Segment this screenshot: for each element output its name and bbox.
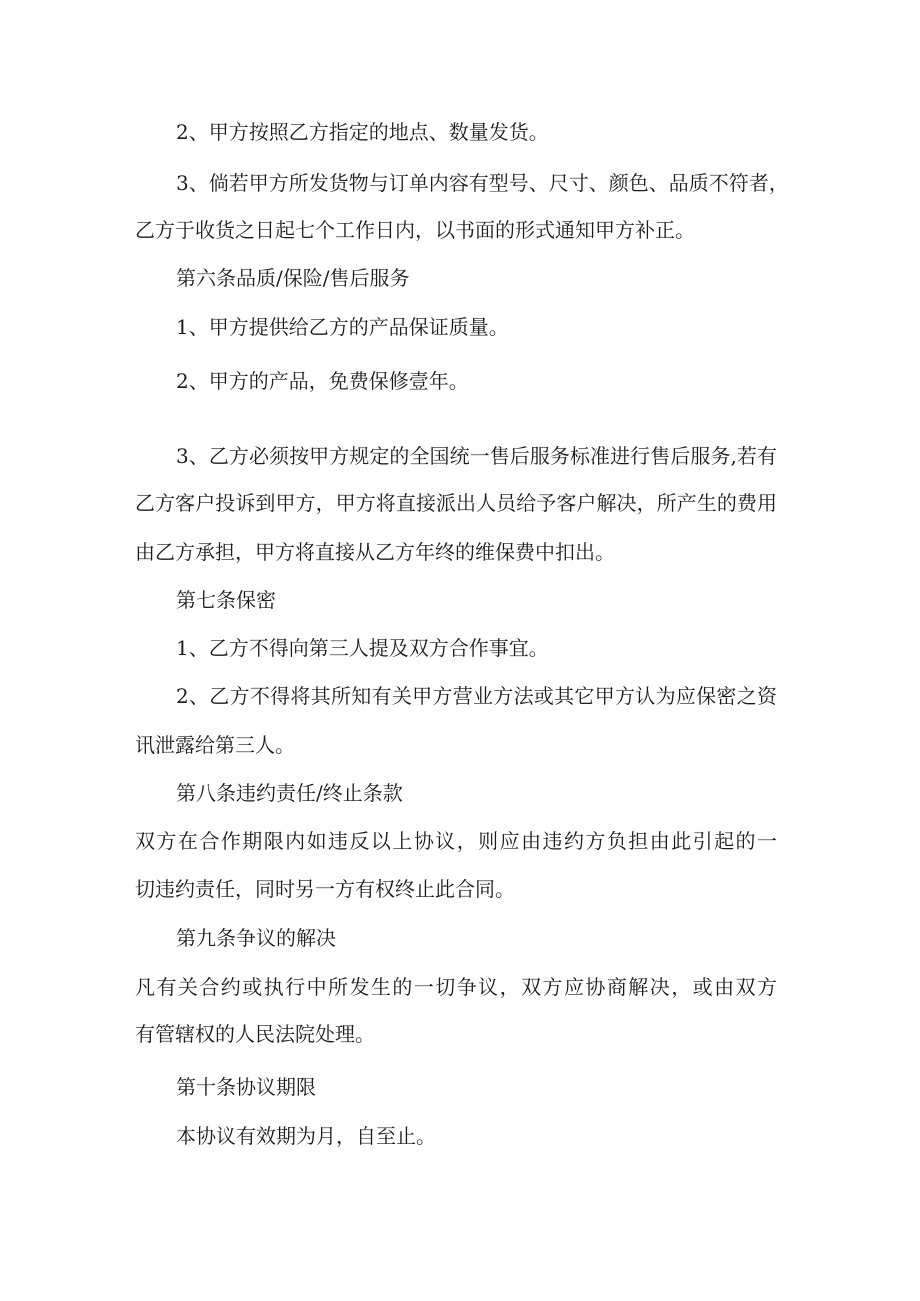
- clause-7-heading: 第七条保密: [176, 588, 276, 612]
- clause-6-item-1: 1、甲方提供给乙方的产品保证质量。: [176, 315, 509, 339]
- clause-8-heading: 第八条违约责任/终止条款: [176, 781, 403, 805]
- clause-6-item-3-line-1: 3、乙方必须按甲方规定的全国统一售后服务标准进行售后服务,若有: [176, 444, 777, 468]
- clause-5-item-3-line-1: 3、倘若甲方所发货物与订单内容有型号、尺寸、颜色、品质不符者，: [176, 171, 789, 195]
- clause-9-body-line-2: 有管辖权的人民法院处理。: [135, 1022, 375, 1046]
- clause-10-body: 本协议有效期为月，自至止。: [176, 1124, 436, 1148]
- clause-5-item-2: 2、甲方按照乙方指定的地点、数量发货。: [176, 120, 549, 144]
- clause-8-body-line-2: 切违约责任，同时另一方有权终止此合同。: [135, 877, 515, 901]
- clause-7-item-2-line-1: 2、乙方不得将其所知有关甲方营业方法或其它甲方认为应保密之资: [176, 684, 777, 708]
- clause-9-body-line-1: 凡有关合约或执行中所发生的一切争议，双方应协商解决，或由双方: [135, 975, 777, 999]
- clause-5-item-3-line-2: 乙方于收货之日起七个工作日内，以书面的形式通知甲方补正。: [135, 218, 695, 242]
- clause-6-item-3-line-2: 乙方客户投诉到甲方，甲方将直接派出人员给予客户解决，所产生的费用: [135, 491, 777, 515]
- clause-9-heading: 第九条争议的解决: [176, 926, 336, 950]
- clause-7-item-2-line-2: 讯泄露给第三人。: [135, 733, 295, 757]
- clause-6-heading: 第六条品质/保险/售后服务: [176, 266, 410, 290]
- clause-6-item-2: 2、甲方的产品，免费保修壹年。: [176, 369, 469, 393]
- clause-7-item-1: 1、乙方不得向第三人提及双方合作事宜。: [176, 636, 549, 660]
- clause-10-heading: 第十条协议期限: [176, 1075, 316, 1099]
- clause-8-body-line-1: 双方在合作期限内如违反以上协议，则应由违约方负担由此引起的一: [135, 829, 777, 853]
- clause-6-item-3-line-3: 由乙方承担，甲方将直接从乙方年终的维保费中扣出。: [135, 540, 615, 564]
